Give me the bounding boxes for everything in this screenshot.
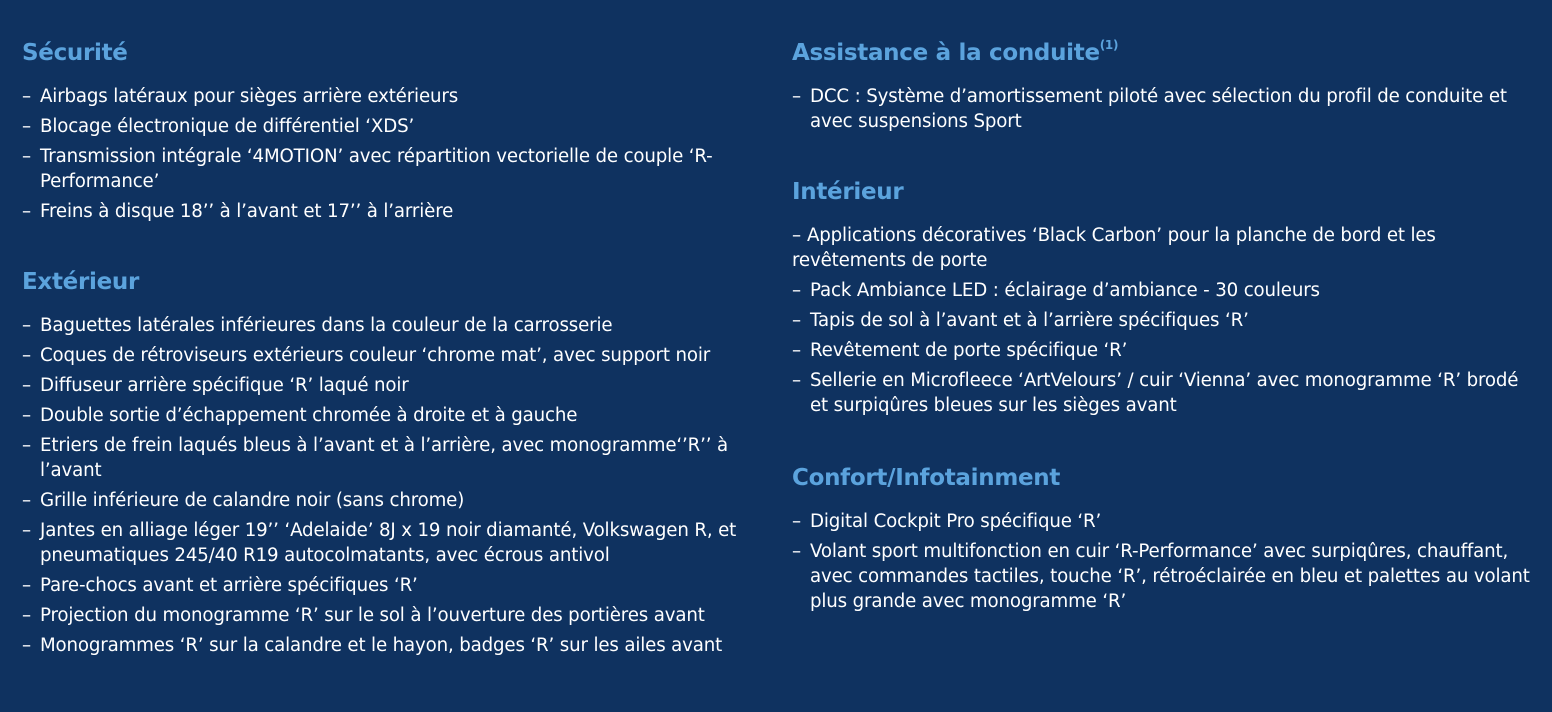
footnote-marker: (1) (1099, 38, 1119, 52)
list-item: – Jantes en alliage léger 19’’ ‘Adelaide’ 8J x 19 noir diamanté, Volkswagen R, et pneumatiques 245/40 R19 autocolmatants, avec écrous antivol (22, 518, 767, 568)
list-item-text: Applications décoratives ‘Black Carbon’ pour la planche de bord et les revêtements de porte (792, 225, 1436, 271)
list-item: – Coques de rétroviseurs extérieurs couleur ‘chrome mat’, avec support noir (22, 343, 767, 368)
list-item: – Digital Cockpit Pro spécifique ‘R’ (792, 509, 1537, 534)
section-assistance (792, 40, 1537, 139)
list-item: – Double sortie d’échappement chromée à droite et à gauche (22, 403, 767, 428)
list-item: – Blocage électronique de différentiel ‘XDS’ (22, 114, 767, 139)
list-item: – Pack Ambiance LED : éclairage d’ambiance - 30 couleurs (792, 278, 1537, 303)
section-title-confort: Confort/Infotainment (792, 465, 1061, 491)
list-item: – Etriers de frein laqués bleus à l’avant et à l’arrière, avec monogramme‘’R’’ à l’avant (22, 433, 767, 483)
list-item: – Revêtement de porte spécifique ‘R’ (792, 338, 1537, 363)
section-interieur (792, 179, 1537, 423)
list-item: – Pare-chocs avant et arrière spécifiques ‘R’ (22, 573, 767, 598)
list-item: – Volant sport multifonction en cuir ‘R-Performance’ avec surpiqûres, chauffant, avec commandes tactiles, touche ‘R’, rétroéclairée en bleu et palettes au volant plus grande avec monogramme ‘R’ (792, 539, 1537, 614)
section-exterieur (22, 269, 767, 663)
list-item: – Projection du monogramme ‘R’ sur le sol à l’ouverture des portières avant (22, 603, 767, 628)
list-item: – Tapis de sol à l’avant et à l’arrière spécifiques ‘R’ (792, 308, 1537, 333)
list-item: – Airbags latéraux pour sièges arrière extérieurs (22, 84, 767, 109)
list-item: – Transmission intégrale ‘4MOTION’ avec répartition vectorielle de couple ‘R-Performance’ (22, 144, 767, 194)
list-item: – Freins à disque 18’’ à l’avant et 17’’ à l’arrière (22, 199, 767, 224)
section-securite (22, 40, 767, 229)
list-item: – Diffuseur arrière spécifique ‘R’ laqué noir (22, 373, 767, 398)
list-securite (22, 84, 767, 224)
list-assistance (792, 84, 1537, 134)
list-item: – Grille inférieure de calandre noir (sans chrome) (22, 488, 767, 513)
list-dash: – (792, 225, 801, 246)
section-title-assistance (792, 40, 1537, 66)
list-item: – Monogrammes ‘R’ sur la calandre et le hayon, badges ‘R’ sur les ailes avant (22, 633, 767, 658)
section-confort (792, 465, 1537, 619)
list-item (792, 223, 1537, 273)
list-interieur (792, 278, 1537, 418)
list-item: – Baguettes latérales inférieures dans la couleur de la carrosserie (22, 313, 767, 338)
section-title-exterieur: Extérieur (22, 269, 139, 295)
section-title-interieur: Intérieur (792, 179, 904, 205)
list-item: – DCC : Système d’amortissement piloté avec sélection du profil de conduite et avec suspensions Sport (792, 84, 1537, 134)
list-interieur-first (792, 223, 1537, 273)
list-confort (792, 509, 1537, 614)
section-title-securite: Sécurité (22, 40, 128, 66)
section-title-assistance-text: Assistance à la conduite (792, 40, 1100, 66)
list-item: – Sellerie en Microfleece ‘ArtVelours’ / cuir ‘Vienna’ avec monogramme ‘R’ brodé et surpiqûres bleues sur les sièges avant (792, 368, 1537, 418)
list-exterieur (22, 313, 767, 658)
